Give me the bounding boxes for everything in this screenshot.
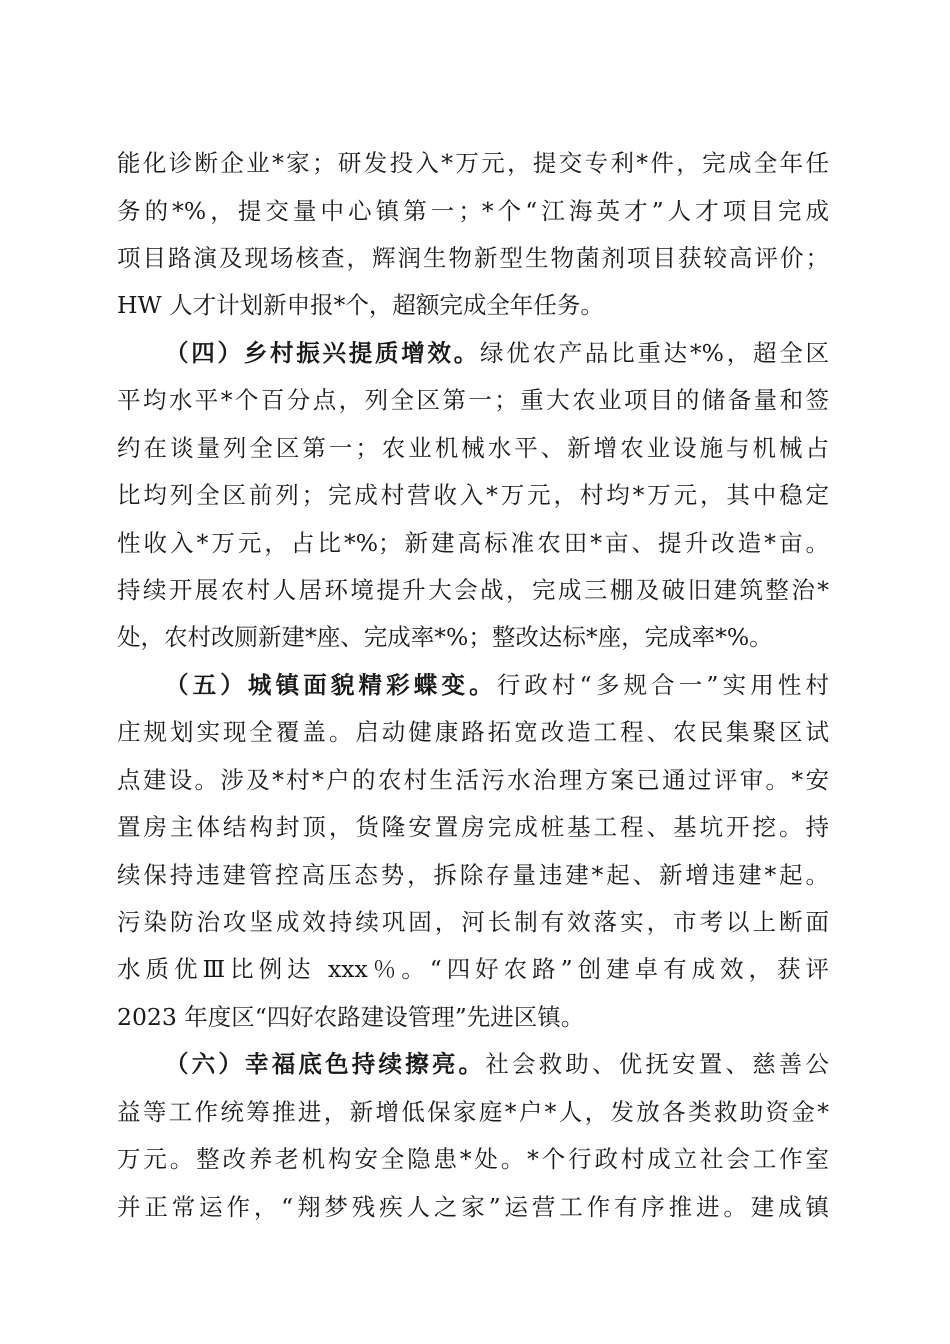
text-line: 约在谈量列全区第一；农业机械水平、新增农业设施与机械占: [117, 434, 829, 462]
text-run: 绿优农产品比重达*%，超全区: [479, 339, 829, 367]
text-line: 能化诊断企业*家；研发投入*万元，提交专利*件，完成全年任: [117, 149, 829, 177]
text-run: 行政村“多规合一”实用性村: [496, 671, 829, 699]
paragraph-first-line: [165, 1044, 829, 1084]
text-run: 社会救助、优抚安置、慈善公: [485, 1050, 829, 1078]
text-line: 万元。整改养老机构安全隐患*处。*个行政村成立社会工作室: [117, 1145, 829, 1173]
text-line: HW 人才计划新申报*个，超额完成全年任务。: [117, 291, 604, 319]
text-line: 污染防治攻坚成效持续巩固，河长制有效落实，市考以上断面: [117, 908, 829, 936]
text-line: 平均水平*个百分点，列全区第一；重大农业项目的储备量和签: [117, 386, 829, 414]
text-line: 项目路演及现场核查，辉润生物新型生物菌剂项目获较高评价；: [117, 244, 829, 272]
paragraph-first-line: [165, 333, 829, 373]
text-line: 并正常运作，“翔梦残疾人之家”运营工作有序推进。建成镇: [117, 1193, 829, 1221]
text-line: 性收入*万元，占比*%；新建高标准农田*亩、提升改造*亩。: [117, 529, 829, 557]
text-line: 益等工作统筹推进，新增低保家庭*户*人，发放各类救助资金*: [117, 1098, 829, 1126]
text-line: 点建设。涉及*村*户的农村生活污水治理方案已通过评审。*安: [117, 766, 829, 794]
text-line: 处，农村改厕新建*座、完成率*%；整改达标*座，完成率*%。: [117, 623, 773, 651]
text-line: 2023 年度区“四好农路建设管理”先进区镇。: [117, 1003, 585, 1031]
text-line: 持续开展农村人居环境提升大会战，完成三棚及破旧建筑整治*: [117, 576, 829, 604]
text-line: 水质优Ⅲ比例达 xxx％。“四好农路”创建卓有成效，获评: [117, 955, 829, 983]
text-line: 庄规划实现全覆盖。启动健康路拓宽改造工程、农民集聚区试: [117, 718, 829, 746]
text-line: 置房主体结构封顶，货隆安置房完成桩基工程、基坑开挖。持: [117, 813, 829, 841]
section-heading: （六）幸福底色持续擦亮。: [165, 1050, 486, 1078]
text-line: 比均列全区前列；完成村营收入*万元，村均*万元，其中稳定: [117, 481, 829, 509]
paragraph-first-line: [165, 665, 829, 705]
text-line: 务的*%，提交量中心镇第一；*个“江海英才”人才项目完成: [117, 197, 829, 225]
text-line: 续保持违建管控高压态势，拆除存量违建*起、新增违建*起。: [117, 861, 829, 889]
section-heading: （四）乡村振兴提质增效。: [165, 339, 480, 367]
section-heading: （五）城镇面貌精彩蝶变。: [165, 671, 497, 699]
